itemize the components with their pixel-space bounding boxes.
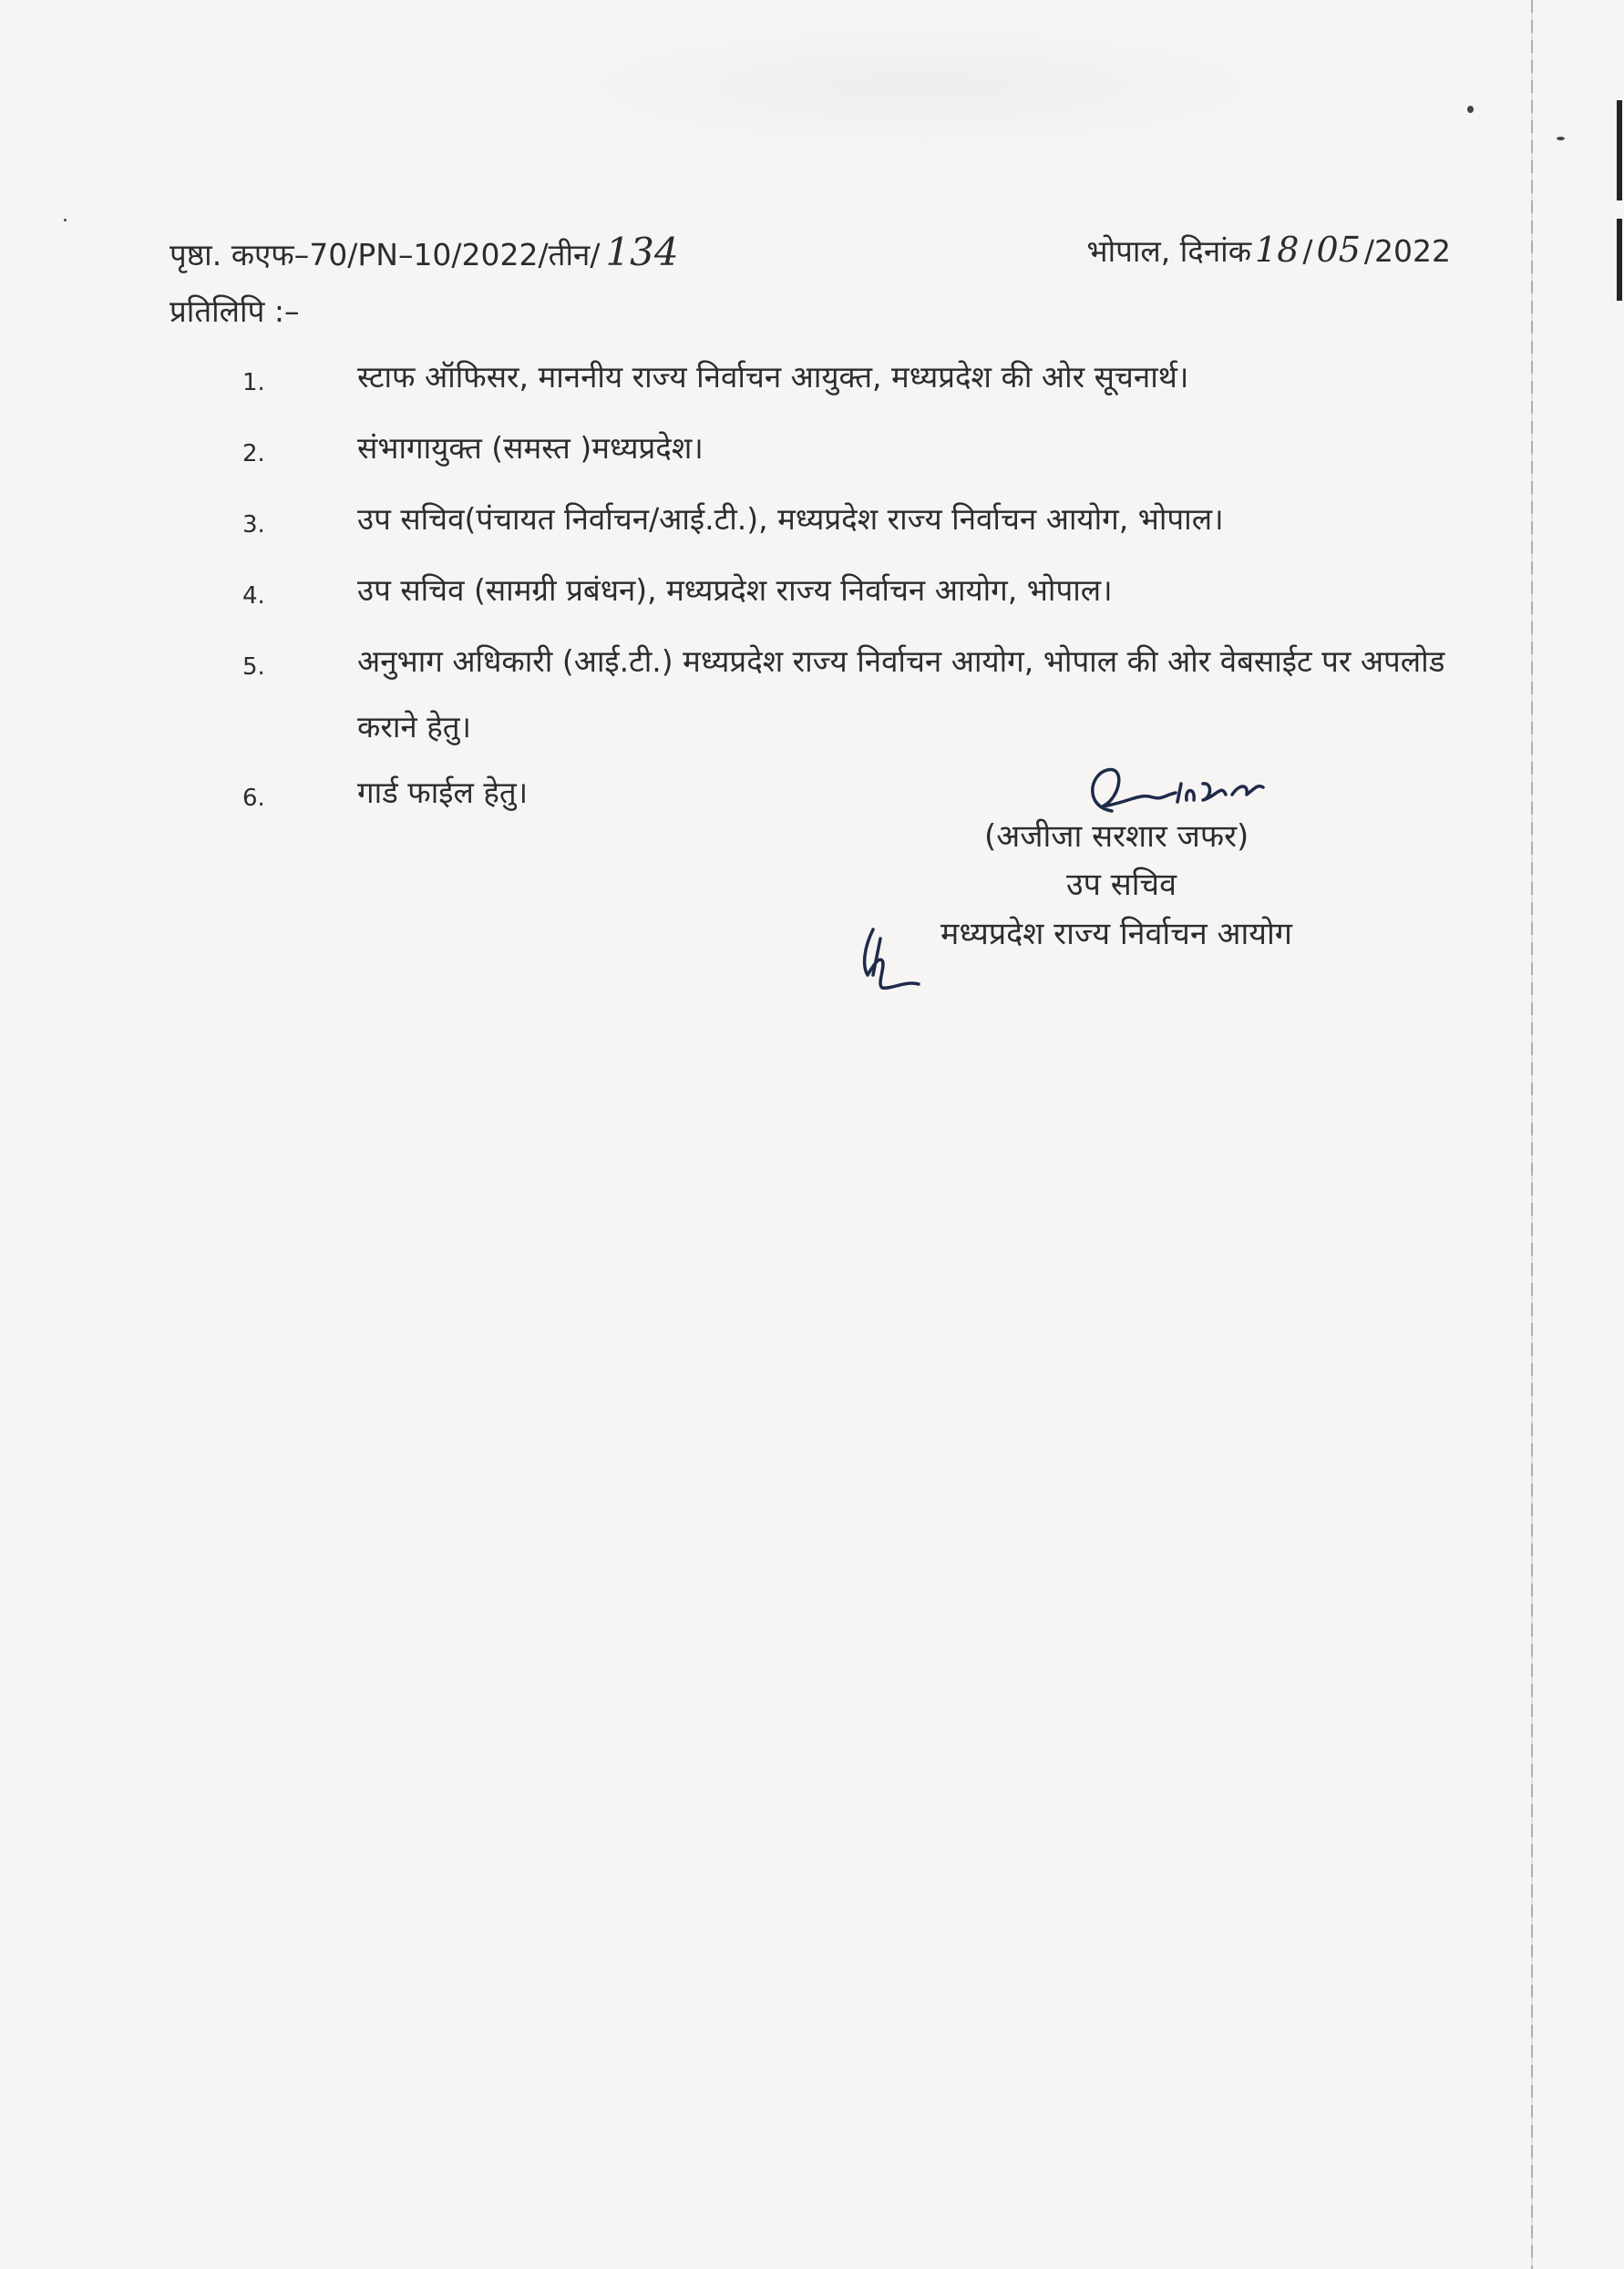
copy-label: प्रतिलिपि :– — [170, 293, 300, 329]
date-day: 18 — [1255, 230, 1300, 270]
list-item-text: संभागायुक्त (समस्त )मध्यप्रदेश। — [357, 430, 704, 466]
date-separator: / — [1302, 233, 1313, 269]
signatory-name: (अजीजा सरशार जफर) — [984, 818, 1249, 855]
list-item-number: 2. — [242, 440, 265, 467]
place-date-prefix: भोपाल, दिनांक — [1086, 233, 1252, 269]
list-item-text: अनुभाग अधिकारी (आई.टी.) मध्यप्रदेश राज्य निर्वाचन आयोग, भोपाल की ओर वेबसाईट पर अपलोड कराने हेतु। — [357, 643, 1445, 744]
place-date — [1086, 230, 1451, 271]
list-item — [242, 344, 1454, 416]
list-item-number: 4. — [242, 582, 265, 610]
scan-speck — [64, 219, 67, 221]
edge-mark — [1617, 100, 1622, 200]
date-year: /2022 — [1363, 233, 1451, 269]
page-fold-line — [1531, 0, 1533, 2269]
list-item-text: उप सचिव (सामग्री प्रबंधन), मध्यप्रदेश राज्य निर्वाचन आयोग, भोपाल। — [357, 572, 1113, 608]
scan-speck — [1557, 137, 1565, 140]
list-item-number: 5. — [242, 653, 265, 681]
list-item-number: 6. — [242, 785, 265, 812]
list-item-text: उप सचिव(पंचायत निर्वाचन/आई.टी.), मध्यप्रदेश राज्य निर्वाचन आयोग, भोपाल। — [357, 501, 1224, 537]
list-item-text: स्टाफ ऑफिसर, माननीय राज्य निर्वाचन आयुक्त, मध्यप्रदेश की ओर सूचनार्थ। — [357, 359, 1189, 395]
signatory-organization: मध्यप्रदेश राज्य निर्वाचन आयोग — [940, 916, 1292, 952]
date-month: 05 — [1316, 230, 1361, 270]
list-item — [242, 416, 1454, 487]
list-item-text: गार्ड फाईल हेतु। — [357, 775, 529, 810]
list-item-number: 1. — [242, 369, 265, 396]
signatory-designation: उप सचिव — [1066, 867, 1177, 903]
scan-speck — [1467, 106, 1474, 113]
list-item — [242, 558, 1454, 629]
list-item — [242, 629, 1454, 760]
reference-printed: पृष्ठा. कएफ–70/PN–10/2022/तीन/ — [170, 237, 601, 272]
list-item-number: 3. — [242, 511, 265, 539]
scan-bleed — [510, 18, 1331, 155]
initials-scribble — [855, 920, 928, 1002]
list-item — [242, 487, 1454, 558]
edge-mark — [1617, 219, 1622, 301]
reference-number — [170, 230, 679, 274]
reference-handwritten: 134 — [605, 230, 679, 274]
